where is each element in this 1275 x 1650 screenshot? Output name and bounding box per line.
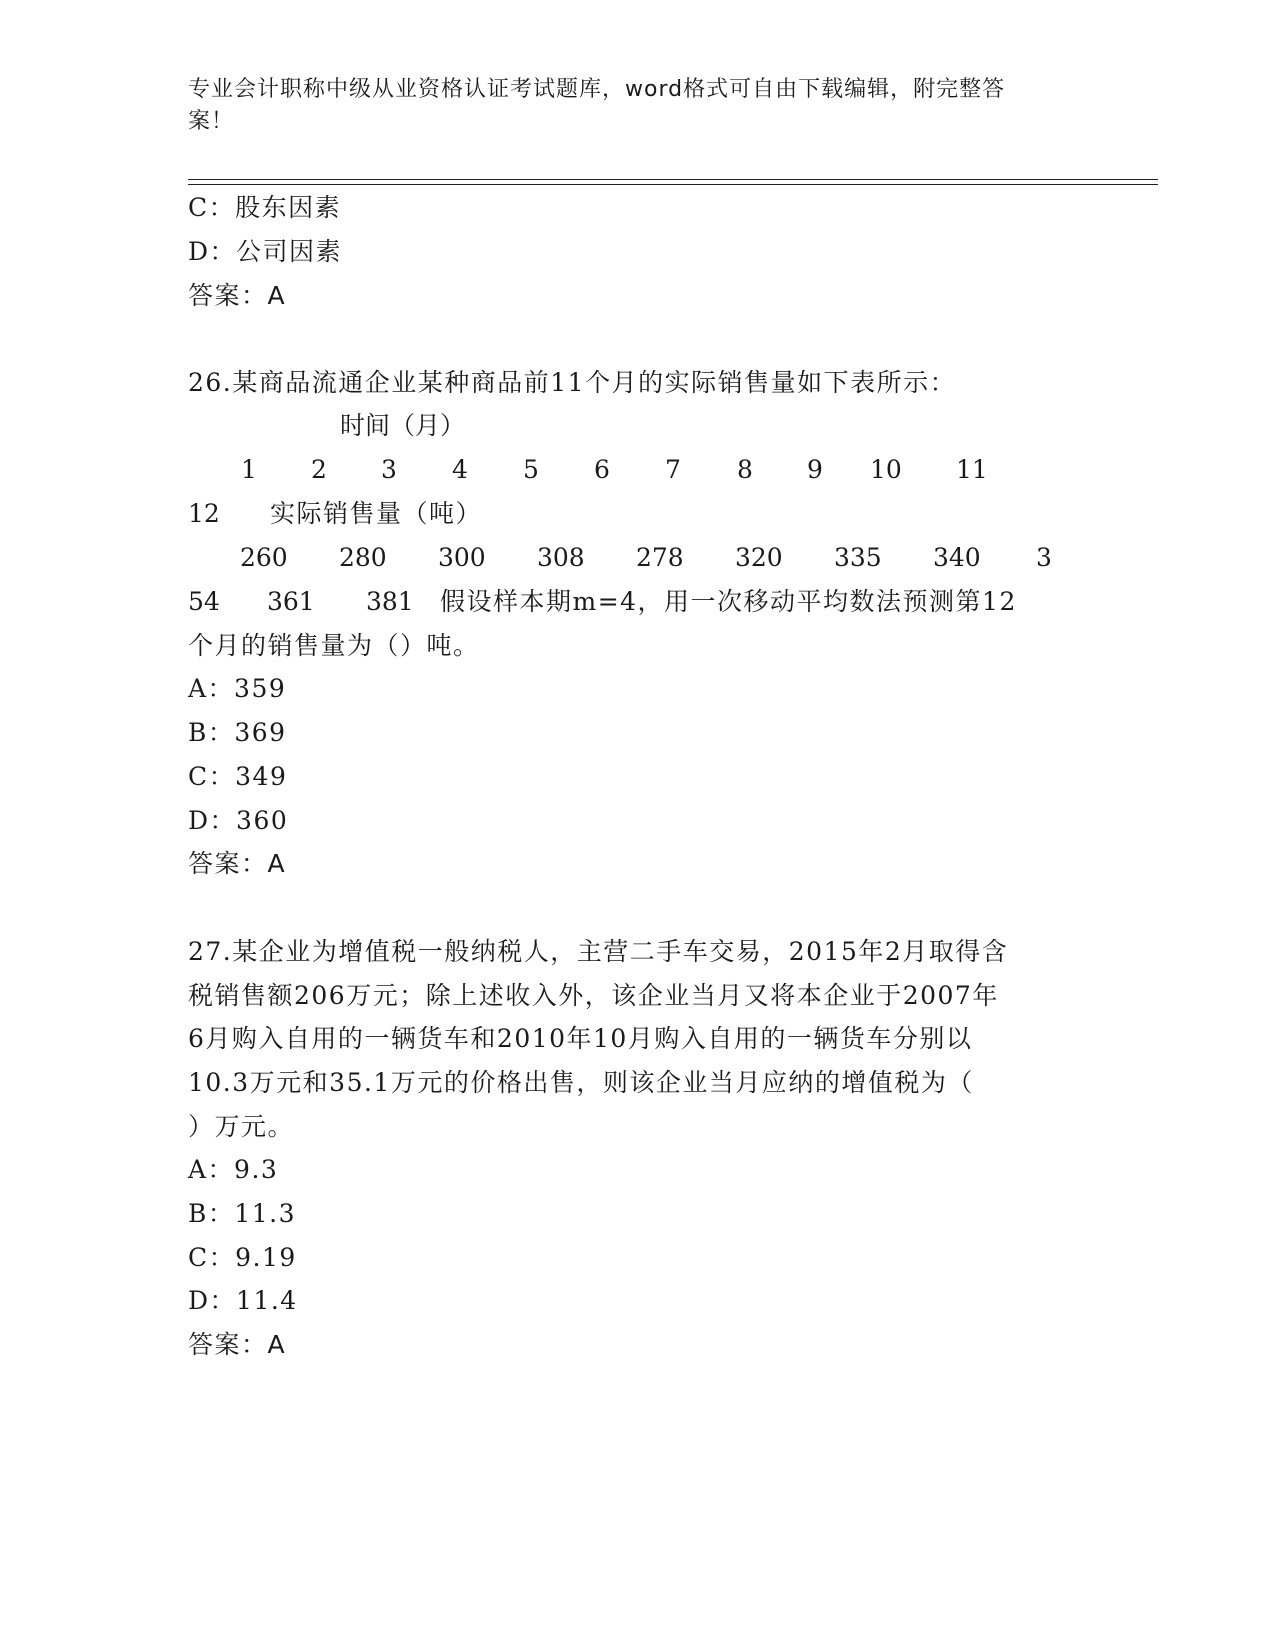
header-line-1: 专业会计职称中级从业资格认证考试题库，word格式可自由下载编辑，附完整答 — [188, 77, 1006, 102]
q27-option-d: D：11.4 — [188, 1286, 298, 1315]
q26-month: 8 — [737, 455, 753, 484]
q26-sales-value: 335 — [834, 543, 882, 572]
q27-stem-line: 税销售额206万元；除上述收入外，该企业当月又将本企业于2007年 — [188, 981, 999, 1010]
q26-month-12: 12 — [188, 499, 220, 528]
q26-sales-value: 3 — [1036, 543, 1052, 572]
q26-sales-value: 278 — [636, 543, 684, 572]
q26-sales-value: 308 — [537, 543, 585, 572]
q26-month: 5 — [523, 455, 539, 484]
q26-stem-continued-2: 个月的销售量为（）吨。 — [188, 631, 480, 660]
q26-option-a: A：359 — [188, 674, 287, 703]
q26-month: 10 — [870, 455, 902, 484]
q27-option-a: A：9.3 — [188, 1155, 279, 1184]
q25-answer: 答案：A — [188, 281, 287, 310]
q26-month: 4 — [452, 455, 468, 484]
q26-answer: 答案：A — [188, 849, 287, 878]
q26-sales-value: 300 — [438, 543, 486, 572]
q26-sales-value: 54 — [188, 587, 220, 616]
header-rule-top — [188, 179, 1158, 180]
q26-month: 9 — [807, 455, 823, 484]
q27-option-b: B：11.3 — [188, 1199, 297, 1228]
q27-stem-line: ）万元。 — [188, 1112, 295, 1141]
q27-stem-line: 27.某企业为增值税一般纳税人，主营二手车交易，2015年2月取得含 — [188, 937, 1009, 966]
q26-sales-label: 实际销售量（吨） — [270, 499, 483, 528]
q26-month: 2 — [311, 455, 327, 484]
q26-option-b: B：369 — [188, 718, 287, 747]
q26-sales-value: 361 — [267, 587, 315, 616]
q26-table-header-time: 时间（月） — [340, 411, 466, 440]
q26-month: 3 — [381, 455, 397, 484]
q26-sales-value: 381 — [366, 587, 414, 616]
q26-month: 6 — [594, 455, 610, 484]
q25-option-c: C：股东因素 — [188, 193, 342, 222]
q26-stem: 26.某商品流通企业某种商品前11个月的实际销售量如下表所示： — [188, 368, 957, 397]
q27-answer: 答案：A — [188, 1330, 287, 1359]
q26-option-c: C：349 — [188, 762, 288, 791]
header-rule-bottom — [188, 184, 1158, 185]
q26-stem-continued: 假设样本期m=4，用一次移动平均数法预测第12 — [440, 587, 1017, 616]
q27-stem-line: 6月购入自用的一辆货车和2010年10月购入自用的一辆货车分别以 — [188, 1024, 973, 1053]
q26-sales-value: 280 — [339, 543, 387, 572]
q26-sales-value: 340 — [933, 543, 981, 572]
q26-option-d: D：360 — [188, 806, 289, 835]
q26-sales-value: 320 — [735, 543, 783, 572]
q27-option-c: C：9.19 — [188, 1243, 297, 1272]
q26-month: 7 — [665, 455, 681, 484]
q26-sales-value: 260 — [240, 543, 288, 572]
q26-month: 1 — [241, 455, 257, 484]
q25-option-d: D：公司因素 — [188, 237, 343, 266]
page-header — [188, 74, 1068, 138]
header-line-2: 案！ — [188, 109, 235, 134]
q26-month: 11 — [956, 455, 988, 484]
q27-stem-line: 10.3万元和35.1万元的价格出售，则该企业当月应纳的增值税为（ — [188, 1068, 974, 1097]
